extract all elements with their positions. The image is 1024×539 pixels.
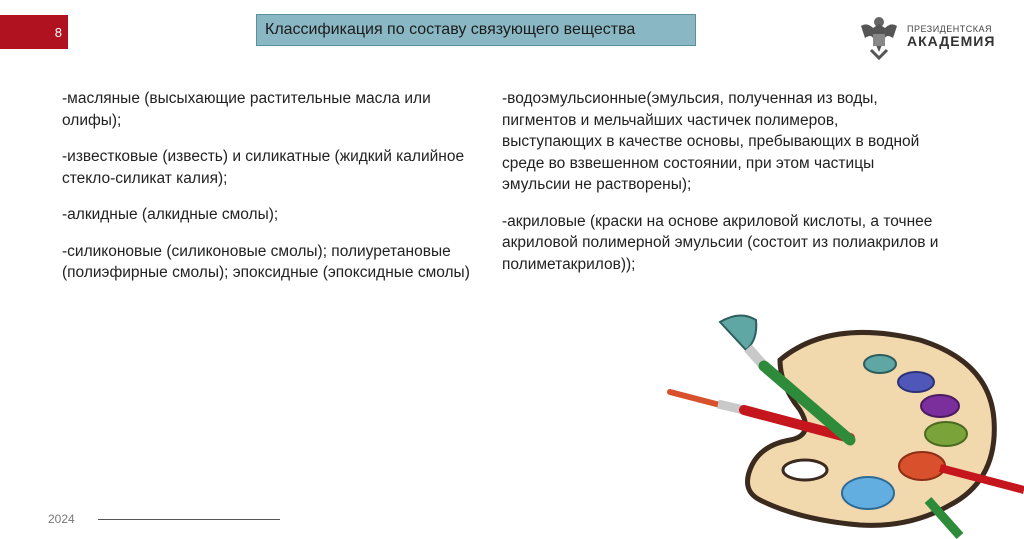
paint-blob — [925, 422, 967, 446]
page-title-text: Классификация по составу связующего вещества — [265, 21, 636, 38]
list-item: -силиконовые (силиконовые смолы); полиуретановые (полиэфирные смолы); эпоксидные (эпоксидные смолы) — [62, 242, 470, 281]
logo-line-2: АКАДЕМИЯ — [907, 33, 996, 50]
paint-blob — [898, 372, 934, 392]
logo-line-1: ПРЕЗИДЕНТСКАЯ — [907, 23, 993, 34]
list-item: -известковые (известь) и силикатные (жидкий калийное стекло-силикат калия); — [62, 148, 465, 187]
footer-year: 2024 — [48, 512, 75, 526]
paint-blob — [899, 452, 945, 480]
palette-illustration — [660, 300, 1024, 539]
slide-number-bar — [0, 15, 68, 49]
page-title — [256, 14, 696, 46]
list-item: -акриловые (краски на основе акриловой кислоты, а точнее акриловой полимерной эмульсии (состоит из полиакрилов и полиметакрилов)); — [502, 212, 939, 273]
paint-blob — [921, 395, 959, 417]
academy-logo — [857, 8, 997, 66]
slide-number: 8 — [54, 24, 62, 40]
paint-blob — [864, 355, 896, 373]
paint-blob — [842, 477, 894, 509]
right-column — [502, 88, 942, 290]
list-item: -масляные (высыхающие растительные масла или олифы); — [62, 90, 431, 129]
eagle-emblem-icon — [857, 12, 901, 62]
list-item: -водоэмульсионные(эмульсия, полученная из воды, пигментов и мельчайших частичек полимеров, выступающих в качестве основы, пребывающих в водной среде во взвешенном состоянии, при этом частицы эмульсии не растворены); — [502, 90, 920, 193]
list-item: -алкидные (алкидные смолы); — [62, 206, 279, 223]
footer-divider — [98, 519, 280, 520]
left-column — [62, 88, 482, 299]
